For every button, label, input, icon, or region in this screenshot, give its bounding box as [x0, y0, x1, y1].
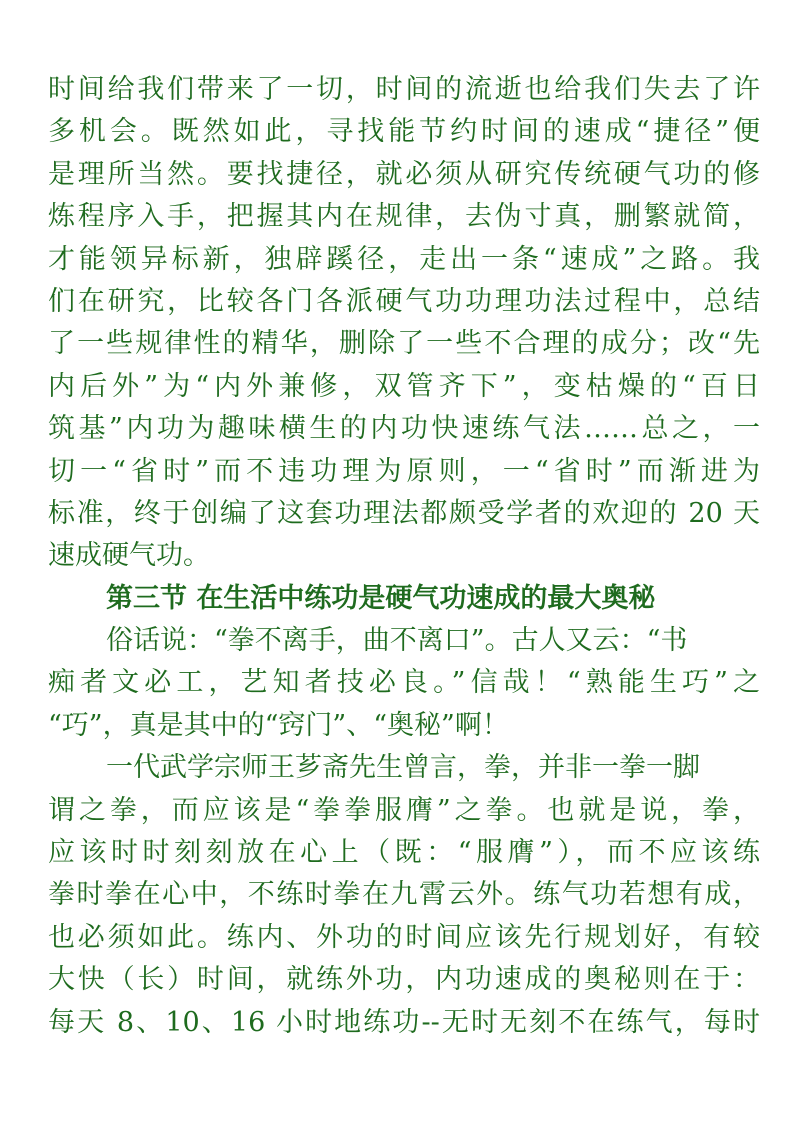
- paragraph-line: “巧”，真是其中的“窍门”、“奥秘”啊！: [48, 709, 509, 741]
- paragraph-line: 时间给我们带来了一切，时间的流逝也给我们失去了许: [48, 74, 760, 105]
- paragraph-line: 了一些规律性的精华，删除了一些不合理的成分；改“先: [48, 328, 760, 360]
- paragraph-line: 才能领异标新，独辟蹊径，走出一条“速成”之路。我: [48, 243, 760, 275]
- paragraph-line: 切一“省时”而不违功理为原则，一“省时”而渐进为: [48, 455, 760, 487]
- paragraph-line: 应该时时刻刻放在心上（既：“服膺”），而不应该练: [48, 837, 760, 869]
- paragraph-line: 痴者文必工，艺知者技必良。”信哉！“熟能生巧”之: [48, 667, 760, 699]
- paragraph-line: 拳时拳在心中，不练时拳在九霄云外。练气功若想有成，: [48, 879, 760, 911]
- paragraph-line: 炼程序入手，把握其内在规律，去伪寸真，删繁就简，: [48, 201, 760, 233]
- paragraph-line: 也必须如此。练内、外功的时间应该先行规划好，有较: [48, 921, 760, 953]
- paragraph-line: 们在研究，比较各门各派硬气功功理功法过程中，总结: [48, 285, 760, 317]
- paragraph-line: 一代武学宗师王芗斋先生曾言，拳，并非一拳一脚: [106, 752, 700, 784]
- paragraph-line: 每天 8、10、16 小时地练功--无时无刻不在练气，每时: [48, 1006, 760, 1038]
- document-page: [48, 69, 760, 1044]
- paragraph-line: 大快（长）时间，就练外功，内功速成的奥秘则在于：: [48, 964, 760, 996]
- paragraph-line: 是理所当然。要找捷径，就必须从研究传统硬气功的修: [48, 158, 760, 190]
- paragraph-line: 速成硬气功。: [48, 540, 210, 572]
- paragraph-line: 内后外”为“内外兼修，双管齐下”，变枯燥的“百日: [48, 370, 760, 402]
- paragraph-line: 标准，终于创编了这套功理法都颇受学者的欢迎的 20 天: [48, 497, 760, 529]
- paragraph-line: 俗话说：“拳不离手，曲不离口”。古人又云：“书: [106, 625, 688, 657]
- paragraph-line: 筑基”内功为趣味横生的内功快速练气法……总之，一: [48, 413, 760, 445]
- paragraph-line: 多机会。既然如此，寻找能节约时间的速成“捷径”便: [48, 116, 760, 148]
- paragraph-line: 谓之拳，而应该是“拳拳服膺”之拳。也就是说，拳，: [48, 794, 760, 826]
- section-heading: 第三节 在生活中练功是硬气功速成的最大奥秘: [106, 582, 656, 614]
